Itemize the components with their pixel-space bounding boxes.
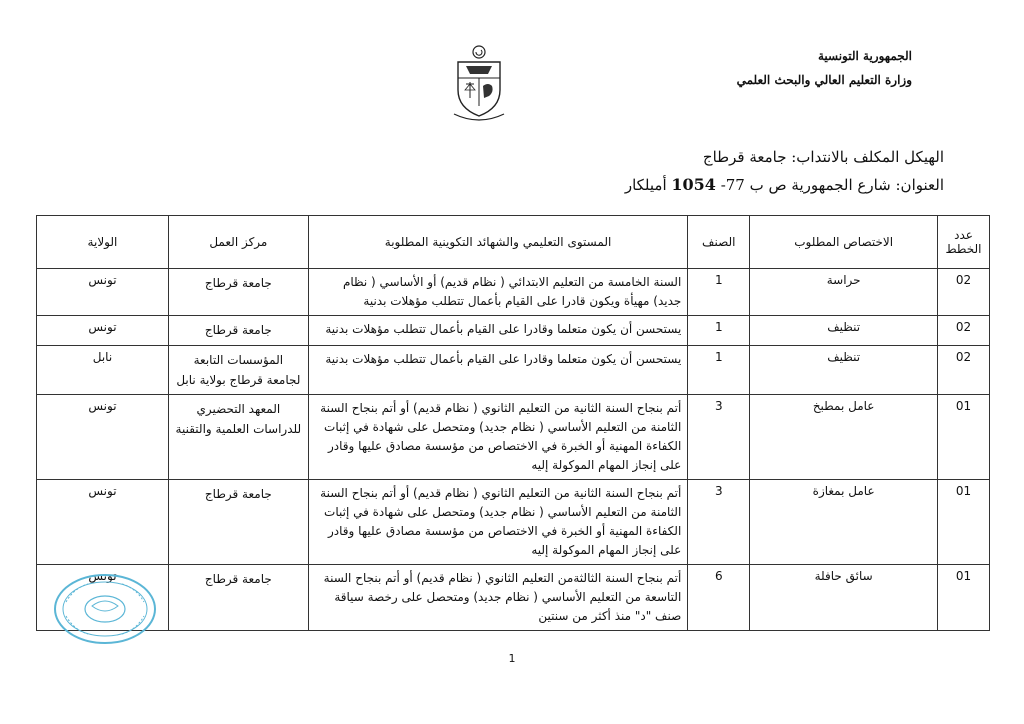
table-row (37, 316, 990, 346)
ministry-name: وزارة التعليم العالي والبحث العلمي (736, 73, 912, 87)
cell-grade: 3 (688, 480, 750, 565)
table-header-row (37, 216, 990, 269)
header-governorate: الولاية (37, 216, 169, 269)
cell-specialty: حراسة (750, 269, 938, 316)
cell-specialty: تنظيف (750, 316, 938, 346)
cell-grade: 1 (688, 316, 750, 346)
cell-education: أتم بنجاح السنة الثانية من التعليم الثانوي ( نظام قديم) أو أتم بنجاح السنة الثامنة من التعليم الأساسي ( نظام جديد) ومتحصل على شهادة في إثبات الكفاءة المهنية أو الخبرة في الاختصاص من مؤسسة مصادق عليها وقادر على إنجاز المهام الموكولة إليه (308, 395, 688, 480)
cell-governorate: تونس (37, 565, 169, 631)
cell-specialty: تنظيف (750, 346, 938, 395)
table-row (37, 395, 990, 480)
cell-education: أتم بنجاح السنة الثانية من التعليم الثانوي ( نظام قديم) أو أتم بنجاح السنة الثامنة من التعليم الأساسي ( نظام جديد) ومتحصل على شهادة في إثبات الكفاءة المهنية أو الخبرة في الاختصاص من مؤسسة مصادق عليها وقادر على إنجاز المهام الموكولة إليه (308, 480, 688, 565)
header-grade: الصنف (688, 216, 750, 269)
cell-count: 02 (938, 316, 990, 346)
recruiting-entity: الهيكل المكلف بالانتداب: جامعة قرطاج (702, 148, 944, 166)
cell-count: 01 (938, 565, 990, 631)
table-row (37, 565, 990, 631)
page-number: 1 (508, 652, 516, 665)
cell-specialty: عامل بمغازة (750, 480, 938, 565)
cell-work-center: المعهد التحضيري للدراسات العلمية والتقنية (168, 395, 308, 480)
cell-count: 01 (938, 480, 990, 565)
cell-governorate: تونس (37, 316, 169, 346)
address-prefix: العنوان: شارع الجمهورية ص ب 77- (715, 176, 944, 194)
cell-specialty: عامل بمطبخ (750, 395, 938, 480)
table-row (37, 480, 990, 565)
university-seal-stamp (52, 572, 158, 646)
recruiting-entity-block (625, 144, 944, 199)
country-name: الجمهورية التونسية (817, 49, 912, 63)
address-line (625, 171, 944, 199)
header-specialty: الاختصاص المطلوب (750, 216, 938, 269)
cell-grade: 1 (688, 346, 750, 395)
header-education: المستوى التعليمي والشهائد التكوينية المطلوبة (308, 216, 688, 269)
postal-code: 1054 (671, 175, 716, 194)
cell-work-center: المؤسسات التابعة لجامعة قرطاج بولاية نابل (168, 346, 308, 395)
cell-grade: 6 (688, 565, 750, 631)
cell-work-center: جامعة قرطاج (168, 480, 308, 565)
table-row (37, 346, 990, 395)
cell-work-center: جامعة قرطاج (168, 269, 308, 316)
cell-grade: 3 (688, 395, 750, 480)
cell-governorate: تونس (37, 395, 169, 480)
cell-governorate: نابل (37, 346, 169, 395)
cell-education: يستحسن أن يكون متعلما وقادرا على القيام بأعمال تتطلب مؤهلات بدنية (308, 346, 688, 395)
address-city: أميلكار (624, 176, 672, 194)
header-count: عدد الخطط (938, 216, 990, 269)
table-row (37, 269, 990, 316)
cell-governorate: تونس (37, 480, 169, 565)
cell-count: 02 (938, 346, 990, 395)
cell-governorate: تونس (37, 269, 169, 316)
cell-work-center: جامعة قرطاج (168, 316, 308, 346)
cell-education: أتم بنجاح السنة الثالثةمن التعليم الثانوي ( نظام قديم) أو أتم بنجاح السنة التاسعة من التعليم الأساسي ( نظام جديد) ومتحصل على رخصة سياقة صنف "د" منذ أكثر من سنتين (308, 565, 688, 631)
cell-education: السنة الخامسة من التعليم الابتدائي ( نظام قديم) أو الأساسي ( نظام جديد) مهيأة ويكون قادرا على القيام بأعمال تتطلب مؤهلات بدنية (308, 269, 688, 316)
positions-table (36, 215, 990, 631)
header-work-center: مركز العمل (168, 216, 308, 269)
cell-count: 02 (938, 269, 990, 316)
cell-grade: 1 (688, 269, 750, 316)
cell-specialty: سائق حافلة (750, 565, 938, 631)
letterhead (737, 44, 912, 92)
coat-of-arms-emblem (452, 44, 506, 124)
cell-count: 01 (938, 395, 990, 480)
cell-work-center: جامعة قرطاج (168, 565, 308, 631)
cell-education: يستحسن أن يكون متعلما وقادرا على القيام بأعمال تتطلب مؤهلات بدنية (308, 316, 688, 346)
